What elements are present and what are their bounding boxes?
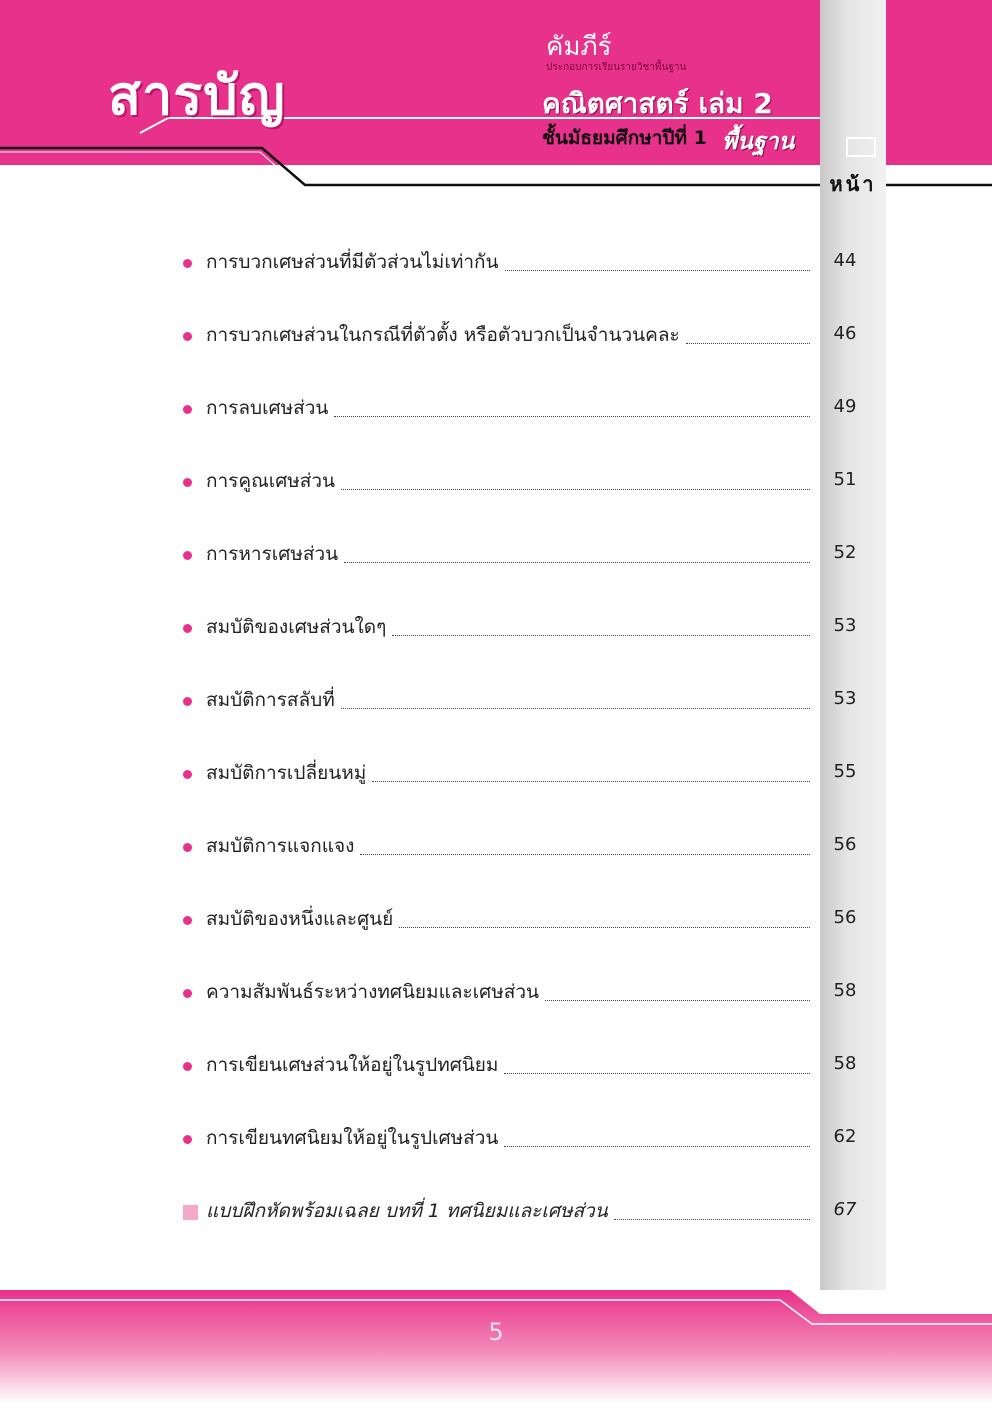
toc-entry-title: การเขียนเศษส่วนให้อยู่ในรูปทศนิยม [206, 1054, 499, 1076]
toc-entry[interactable] [180, 311, 880, 384]
page-column-label: หน้า [829, 172, 877, 196]
toc-entry-title: ความสัมพันธ์ระหว่างทศนิยมและเศษส่วน [206, 981, 540, 1003]
page-column-box [846, 137, 876, 157]
bullet-dot-icon [183, 405, 192, 414]
toc-exercise-entry[interactable] [180, 1187, 880, 1260]
toc-entry[interactable] [180, 238, 880, 311]
dot-leader [504, 1072, 810, 1074]
toc-entry-page: 55 [833, 761, 857, 782]
bullet-dot-icon [183, 916, 192, 925]
dot-leader [360, 853, 810, 855]
toc-entry-title: การหารเศษส่วน [206, 543, 339, 565]
toc-entry-title: การบวกเศษส่วนในกรณีที่ตัวตั้ง หรือตัวบวกเป็นจำนวนคละ [206, 324, 680, 346]
toc-entry-title: การลบเศษส่วน [206, 397, 329, 419]
toc-entry-title: สมบัติของหนึ่งและศูนย์ [206, 908, 394, 930]
toc-entry-page: 58 [833, 1053, 857, 1074]
dot-leader [545, 999, 810, 1001]
toc-entry[interactable] [180, 457, 880, 530]
dot-leader [341, 707, 810, 709]
square-bullet-icon [183, 1205, 198, 1220]
toc-exercise-title: แบบฝึกหัดพร้อมเฉลย บทที่ 1 ทศนิยมและเศษส่วน [206, 1200, 608, 1222]
toc-exercise-page: 67 [833, 1199, 857, 1220]
toc-entry[interactable] [180, 1041, 880, 1114]
toc-entry[interactable] [180, 822, 880, 895]
bullet-dot-icon [183, 332, 192, 341]
toc-entry-page: 52 [833, 542, 857, 563]
bullet-dot-icon [183, 770, 192, 779]
bullet-dot-icon [183, 1062, 192, 1071]
toc-entry-title: สมบัติของเศษส่วนใดๆ [206, 616, 387, 638]
dot-leader [334, 415, 810, 417]
book-caption: ประกอบการเรียนรายวิชาพื้นฐาน [546, 62, 687, 73]
toc-entry-page: 53 [833, 688, 857, 709]
dot-leader [614, 1218, 810, 1220]
dot-leader [686, 342, 810, 344]
dot-leader [505, 269, 810, 271]
dot-leader [504, 1145, 810, 1147]
toc-entry-page: 56 [833, 834, 857, 855]
book-level: ชั้นมัธยมศึกษาปีที่ 1 [542, 127, 707, 149]
toc-entry-page: 56 [833, 907, 857, 928]
toc-entry-page: 58 [833, 980, 857, 1001]
bullet-dot-icon [183, 697, 192, 706]
dot-leader [341, 488, 810, 490]
page-number: 5 [488, 1318, 504, 1346]
bullet-dot-icon [183, 551, 192, 560]
toc-entry[interactable] [180, 968, 880, 1041]
bullet-dot-icon [183, 1135, 192, 1144]
dot-leader [399, 926, 810, 928]
dot-leader [392, 634, 810, 636]
dot-leader [344, 561, 810, 563]
toc-entry-title: การบวกเศษส่วนที่มีตัวส่วนไม่เท่ากัน [206, 251, 499, 273]
toc-entry-title: สมบัติการเปลี่ยนหมู่ [206, 762, 367, 784]
bullet-dot-icon [183, 478, 192, 487]
toc-entry-page: 51 [833, 469, 857, 490]
toc-entry-page: 44 [833, 250, 857, 271]
toc-entry-title: สมบัติการแจกแจง [206, 835, 355, 857]
page-title: สารบัญ [108, 64, 286, 127]
toc-entry-page: 62 [833, 1126, 857, 1147]
book-subject: คณิตศาสตร์ เล่ม 2 [542, 87, 773, 120]
toc-entry[interactable] [180, 603, 880, 676]
toc-entry-page: 49 [833, 396, 857, 417]
toc-entry-title: การคูณเศษส่วน [206, 470, 336, 492]
toc-entry[interactable] [180, 1114, 880, 1187]
bullet-dot-icon [183, 259, 192, 268]
bullet-dot-icon [183, 624, 192, 633]
toc-entry[interactable] [180, 676, 880, 749]
toc-entry-title: สมบัติการสลับที่ [206, 689, 335, 711]
toc-entry[interactable] [180, 530, 880, 603]
book-prefix: คัมภีร์ [546, 32, 612, 62]
toc-entry[interactable] [180, 749, 880, 822]
toc-entry[interactable] [180, 384, 880, 457]
toc-entry[interactable] [180, 895, 880, 968]
toc-entry-page: 53 [833, 615, 857, 636]
toc-entry-title: การเขียนทศนิยมให้อยู่ในรูปเศษส่วน [206, 1127, 499, 1149]
table-of-contents [180, 238, 880, 1260]
toc-entry-page: 46 [833, 323, 857, 344]
dot-leader [372, 780, 810, 782]
book-track: พื้นฐาน [722, 129, 795, 155]
bullet-dot-icon [183, 989, 192, 998]
bullet-dot-icon [183, 843, 192, 852]
